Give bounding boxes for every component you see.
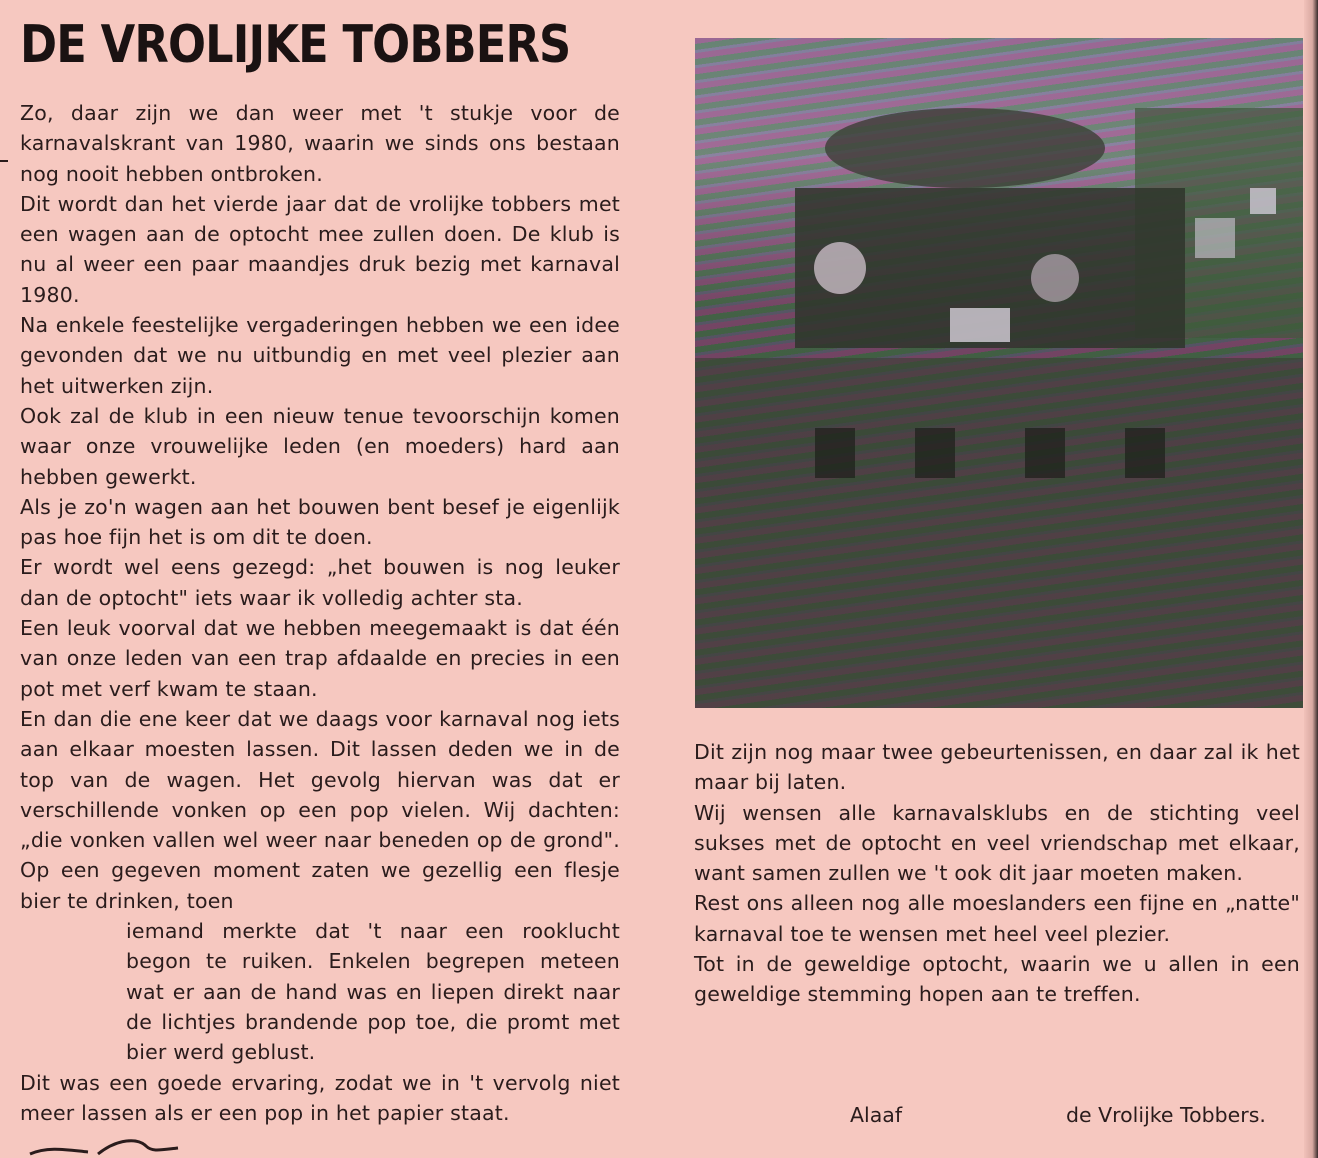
paragraph: Dit wordt dan het vierde jaar dat de vrolijke tobbers met een wagen aan de optocht mee zullen doen. De klub is nu al weer een paar maandjes druk bezig met karnaval 1980. (20, 191, 620, 307)
page-edge (1304, 0, 1318, 1158)
paragraph: Dit zijn nog maar twee gebeurtenissen, en daar zal ik het maar bij laten. (694, 740, 1300, 795)
paragraph: Dit was een goede ervaring, zodat we in 't vervolg niet meer lassen als er een pop in het papier staat. (20, 1070, 620, 1125)
group-photo (695, 38, 1303, 708)
photo-scene (695, 38, 1303, 708)
paragraph: iemand merkte dat 't naar een rooklucht begon te ruiken. Enkelen begrepen meteen wat er aan de hand was en liepen direkt naar de lichtjes brandende pop toe, die promt met bier werd geblust. (126, 919, 620, 1065)
paragraph: Als je zo'n wagen aan het bouwen bent besef je eigenlijk pas hoe fijn het is om dit te doen. (20, 494, 620, 550)
signoff-greeting: Alaaf (850, 1103, 903, 1127)
handwriting-scribble (28, 1132, 188, 1158)
paragraph: Na enkele feestelijke vergaderingen hebben we een idee gevonden dat we nu uitbundig en met veel plezier aan het uitwerken zijn. (20, 313, 620, 398)
paragraph: Er wordt wel eens gezegd: „het bouwen is nog leuker dan de optocht" iets waar ik volledig achter sta. (20, 555, 620, 610)
article-title: DE VROLIJKE TOBBERS (20, 15, 571, 75)
margin-mark (0, 160, 8, 162)
left-column (20, 98, 620, 1128)
signoff-signature: de Vrolijke Tobbers. (1066, 1103, 1266, 1127)
paragraph: Wij wensen alle karnavalsklubs en de stichting veel sukses met de optocht en veel vriendschap met elkaar, want samen zullen we 't ook dit jaar moeten maken. (694, 800, 1300, 886)
paragraph: En dan die ene keer dat we daags voor karnaval nog iets aan elkaar moesten lassen. Dit lassen deden we in de top van de wagen. Het gevolg hiervan was dat er verschillende vonken op een pop vielen. Wij dachten: „die vonken vallen wel weer naar beneden op de grond". Op een gegeven moment zaten we gezellig een flesje bier te drinken, toen (20, 706, 620, 913)
paragraph: Zo, daar zijn we dan weer met 't stukje voor de karnavalskrant van 1980, waarin we sinds ons bestaan nog nooit hebben ontbroken. (20, 101, 620, 186)
right-column (694, 737, 1300, 1010)
paragraph: Ook zal de klub in een nieuw tenue tevoorschijn komen waar onze vrouwelijke leden (en moeders) hard aan hebben gewerkt. (20, 403, 620, 489)
paragraph: Tot in de geweldige optocht, waarin we u allen in een geweldige stemming hopen aan te treffen. (694, 952, 1300, 1007)
paragraph: Een leuk voorval dat we hebben meegemaakt is dat één van onze leden van een trap afdaalde en precies in een pot met verf kwam te staan. (20, 616, 620, 701)
paragraph: Rest ons alleen nog alle moeslanders een fijne en „natte" karnaval toe te wensen met heel veel plezier. (694, 891, 1300, 946)
